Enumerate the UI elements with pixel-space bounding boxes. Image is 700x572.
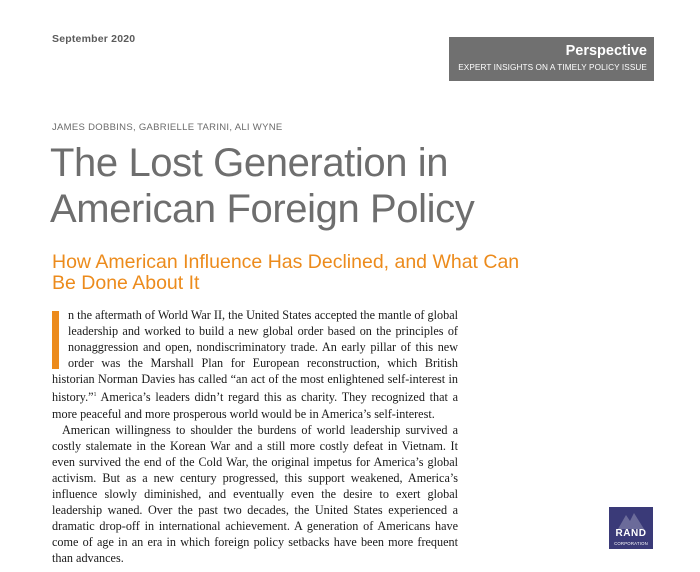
paragraph-1-text: n the aftermath of World War II, the United States accepted the mantle of global leadership and worked to build a new global order based on the principles of nonaggression and open, nondiscriminatory trade. An early pillar of this new order was the Marshall Plan for European reconstruction, which British historian Norman Davies has called “an act of the most enlightened self-interest in history.” [52, 308, 458, 405]
paragraph-1 [52, 307, 458, 422]
badge-subtitle: EXPERT INSIGHTS ON A TIMELY POLICY ISSUE [458, 63, 647, 72]
paragraph-2: American willingness to shoulder the burdens of world leadership survived a costly stalemate in the Korean War and a still more costly defeat in Vietnam. It even survived the end of the Cold War, the original impetus for America’s global activism. But as a new century progressed, this support weakened, America’s influence slowly diminished, and eventually even the desire to exert global leadership waned. Over the past two decades, the United States experienced a dramatic drop-off in international achievement. A generation of Americans have come of age in an era in which foreign policy setbacks have been more frequent than advances. [52, 422, 458, 566]
body-text [52, 307, 458, 567]
footnote-marker[interactable]: 1 [93, 392, 97, 399]
dropcap-i-bar [52, 311, 59, 369]
publication-date: September 2020 [52, 33, 136, 45]
authors-line: JAMES DOBBINS, GABRIELLE TARINI, ALI WYNE [52, 122, 283, 133]
logo-tagline: CORPORATION [614, 541, 648, 546]
perspective-badge [449, 37, 654, 81]
rand-logo [609, 507, 653, 549]
document-subtitle: How American Influence Has Declined, and What Can Be Done About It [52, 251, 520, 294]
paragraph-1-continued: America’s leaders didn’t regard this as charity. They recognized that a more peaceful and more prosperous world would be in America’s self-interest. [52, 390, 458, 421]
logo-name: RAND [615, 528, 647, 539]
document-title: The Lost Generation in American Foreign Policy [50, 141, 475, 231]
badge-title: Perspective [565, 43, 647, 59]
